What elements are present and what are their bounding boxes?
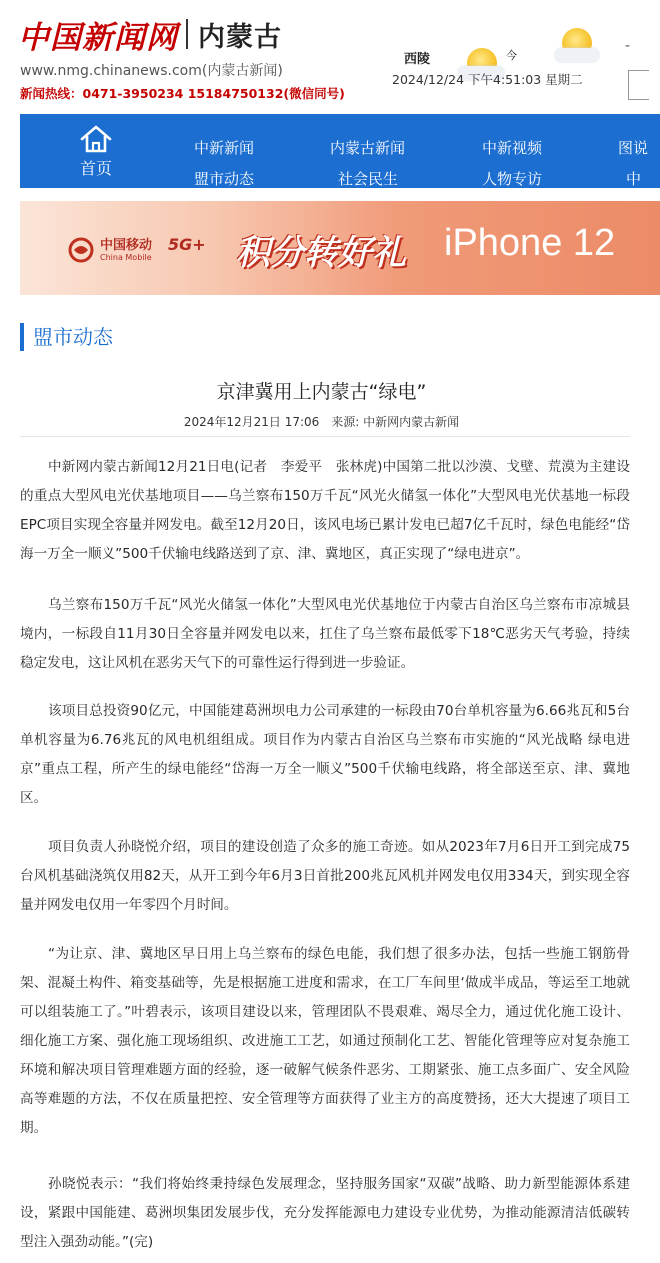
search-input[interactable] [628,70,649,100]
nav-item-chinanews[interactable]: 中新新闻 [194,139,255,157]
banner-5g-mark: 5G+ [168,235,206,254]
nav-item-league-news[interactable]: 盟市动态 [194,170,255,188]
section-title: 盟市动态 [20,323,113,351]
news-hotline: 新闻热线：0471-3950234 15184750132(微信同号) [20,86,345,101]
title-divider [20,436,630,437]
main-nav [20,114,660,188]
banner-product-text: iPhone 12 [444,222,616,264]
weather-separator: - [625,38,631,54]
site-brand: 中国新闻网 [18,19,178,56]
nav-home-label: 首页 [79,158,112,178]
ad-banner[interactable] [20,201,660,295]
nav-item-more[interactable]: 中 [626,170,642,188]
nav-item-video[interactable]: 中新视频 [482,139,543,157]
site-logo[interactable] [18,14,282,54]
weather-today-label: 今 [506,49,517,62]
nav-home[interactable] [20,114,172,188]
article-paragraph: “为让京、津、冀地区早日用上乌兰察布的绿色电能，我们想了很多办法，包括一些施工钢筋骨架、混凝土构件、箱变基础等，先是根据施工进度和需求，在工厂车间里‘做成半成品，等运至工地就可以组装施工了。”叶碧表示，该项目建设以来，管理团队不畏艰难、竭尽全力，通过优化施工设计、细化施工方案、强化施工现场组织、改进施工工艺，如通过预制化工艺、智能化管理等应对复杂施工环境和解决项目管理难题方面的经验，逐一破解气候条件恶劣、工期紧张、施工点多面广、安全风险高等难题的方法，不仅在质量把控、安全管理等方面获得了业主方的高度赞扬，还大大提速了项目工期。 [20,946,630,1136]
nav-item-nmg-news[interactable]: 内蒙古新闻 [330,139,406,157]
nav-item-interview[interactable]: 人物专访 [482,170,543,188]
article-meta: 2024年12月21日 17:06 来源: 中新网内蒙古新闻 [183,415,460,429]
article-paragraph: 该项目总投资90亿元，中国能建葛洲坝电力公司承建的一标段由70台单机容量为6.66兆瓦和5台单机容量为6.76兆瓦的风电机组组成。项目作为内蒙古自治区乌兰察布市实施的“风光战略 绿电进京”重点工程，所产生的绿电能经“岱海一万全一顺义”500千伏输电线路，将全部送至京、津、冀地区。 [20,703,630,806]
weather-city: 西陵 [404,52,431,67]
cloud-icon [555,48,599,62]
china-mobile-logo-icon [68,237,94,263]
current-datetime: 2024/12/24 下午4:51:03 星期二 [392,72,583,87]
nav-item-society[interactable]: 社会民生 [338,170,399,188]
site-url: www.nmg.chinanews.com(内蒙古新闻) [20,63,283,79]
banner-promo-text: 积分转好礼 [236,233,406,273]
article-paragraph: 中新网内蒙古新闻12月21日电(记者 李爱平 张林虎)中国第二批以沙漠、戈壁、荒漠为主建设的重点大型风电光伏基地项目——乌兰察布150万千瓦“风光火储氢一体化”大型风电光伏基地一标段EPC项目实现全容量并网发电。截至12月20日，该风电场已累计发电已超7亿千瓦时，绿色电能经“岱海一万全一顺义”500千伏输电线路送到了京、津、冀地区，真正实现了“绿电进京”。 [20,459,630,562]
site-region: 内蒙古 [198,21,282,53]
article-paragraph: 孙晓悦表示：“我们将始终秉持绿色发展理念，坚持服务国家“双碳”战略、助力新型能源体系建设，紧跟中国能建、葛洲坝集团发展步伐，充分发挥能源电力建设专业优势，为推动能源清洁低碳转型注入强劲动能。”(完) [20,1176,630,1250]
nav-item-photo[interactable]: 图说 [618,139,649,157]
banner-company-cn: 中国移动 [100,238,153,253]
home-icon [79,124,113,154]
article-paragraph: 项目负责人孙晓悦介绍，项目的建设创造了众多的施工奇迹。如从2023年7月6日开工到完成75台风机基础浇筑仅用82天，从开工到今年6月3日首批200兆瓦风机并网发电仅用334天，到实现全容量并网发电仅用一年零四个月时间。 [20,839,630,913]
article-title: 京津冀用上内蒙古“绿电” [216,381,427,403]
banner-company-en: China Mobile [100,253,152,262]
logo-divider [186,19,188,49]
article-paragraph: 乌兰察布150万千瓦“风光火储氢一体化”大型风电光伏基地位于内蒙古自治区乌兰察布市凉城县境内，一标段自11月30日全容量并网发电以来，扛住了乌兰察布最低零下18℃恶劣天气考验，持续稳定发电，这让风机在恶劣天气下的可靠性运行得到进一步验证。 [20,597,630,671]
